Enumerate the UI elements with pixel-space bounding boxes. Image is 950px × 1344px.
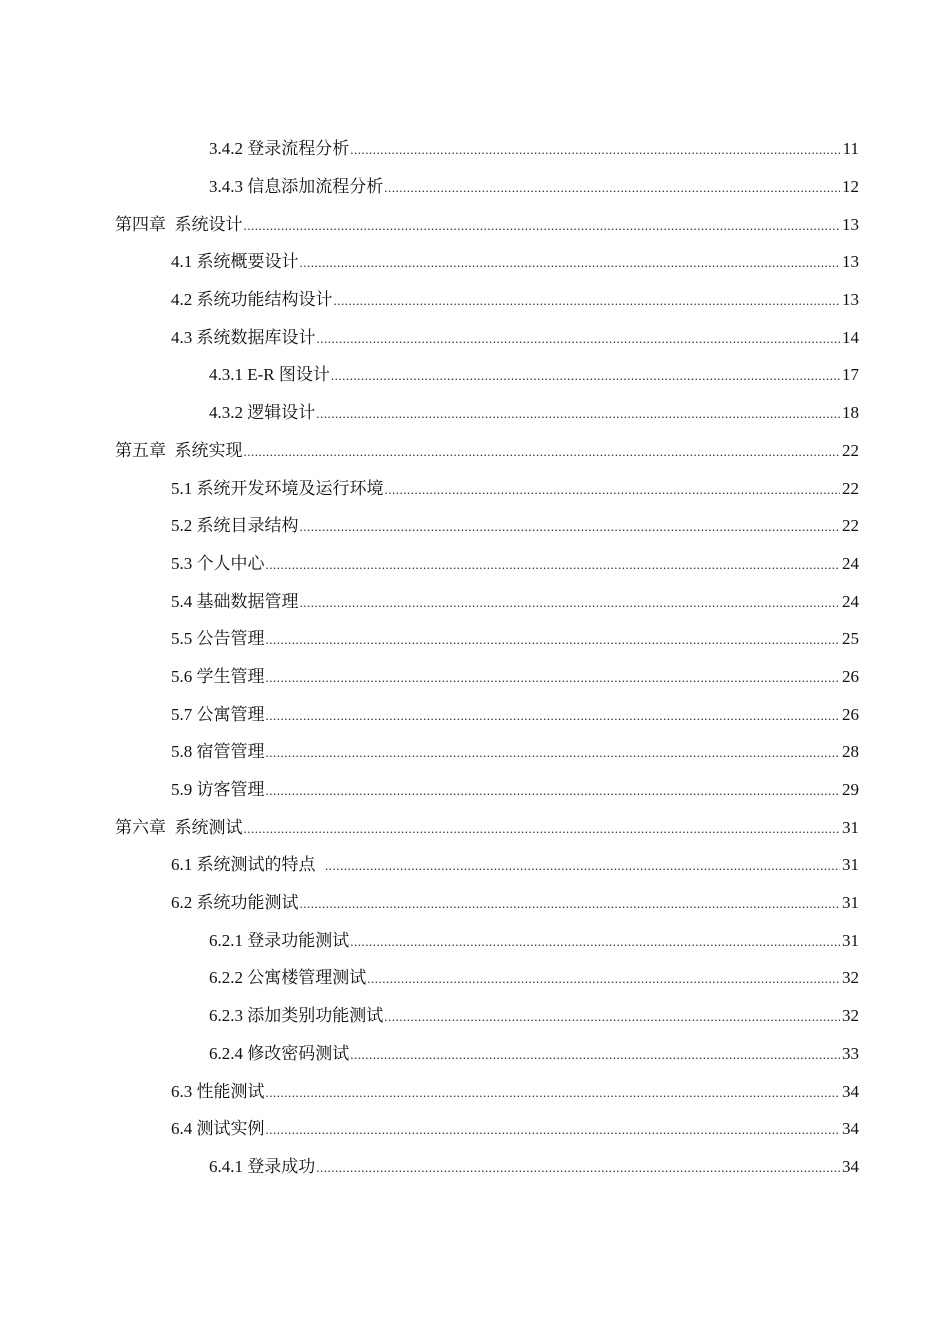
toc-entry[interactable] — [0, 319, 950, 357]
toc-dot-leader — [266, 630, 841, 650]
toc-dot-leader — [331, 366, 840, 386]
toc-entry-page-number: 31 — [842, 893, 859, 913]
toc-entry-title: 6.4.1 登录成功 — [209, 1156, 316, 1176]
toc-dot-leader — [244, 442, 841, 462]
toc-entry-line — [171, 629, 859, 650]
toc-entry-page-number: 31 — [842, 855, 859, 875]
toc-dot-leader — [316, 1158, 840, 1178]
toc-entry[interactable] — [0, 809, 950, 847]
toc-dot-leader — [350, 1045, 840, 1065]
toc-dot-leader — [266, 706, 841, 726]
toc-dot-leader — [367, 969, 840, 989]
toc-entry-title: 6.2.3 添加类别功能测试 — [209, 1006, 384, 1026]
toc-entry-page-number: 24 — [842, 553, 859, 573]
toc-entry-page-number: 24 — [842, 591, 859, 611]
toc-entry-line — [171, 780, 859, 801]
toc-entry[interactable] — [0, 621, 950, 659]
toc-entry-title: 第六章 系统测试 — [115, 817, 243, 837]
toc-dot-leader — [334, 291, 841, 311]
table-of-contents — [0, 131, 950, 1186]
toc-entry-title: 3.4.2 登录流程分析 — [209, 139, 350, 159]
toc-entry-page-number: 33 — [842, 1043, 859, 1063]
toc-dot-leader — [300, 517, 841, 537]
toc-entry[interactable] — [0, 696, 950, 734]
toc-entry-line — [171, 742, 859, 763]
toc-entry-title: 5.4 基础数据管理 — [171, 591, 299, 611]
toc-entry-line — [171, 592, 859, 613]
toc-entry-title: 5.5 公告管理 — [171, 629, 265, 649]
toc-entry[interactable] — [0, 885, 950, 923]
toc-entry-title: 5.1 系统开发环境及运行环境 — [171, 478, 384, 498]
toc-entry-line — [171, 516, 859, 537]
toc-entry-page-number: 12 — [842, 177, 859, 197]
toc-dot-leader — [350, 140, 840, 160]
toc-entry[interactable] — [0, 772, 950, 810]
toc-entry-line — [209, 1006, 859, 1027]
toc-entry[interactable] — [0, 583, 950, 621]
toc-entry[interactable] — [0, 546, 950, 584]
toc-entry-title: 4.3 系统数据库设计 — [171, 327, 316, 347]
toc-entry-title: 6.2.2 公寓楼管理测试 — [209, 968, 367, 988]
toc-dot-leader — [300, 593, 841, 613]
toc-dot-leader — [384, 178, 840, 198]
toc-entry-page-number: 32 — [842, 968, 859, 988]
toc-entry-line — [115, 215, 859, 236]
toc-entry-line — [209, 177, 859, 198]
toc-entry-page-number: 34 — [842, 1081, 859, 1101]
toc-entry[interactable] — [0, 244, 950, 282]
toc-entry[interactable] — [0, 433, 950, 471]
toc-entry-page-number: 18 — [842, 403, 859, 423]
toc-entry-title: 6.2.1 登录功能测试 — [209, 930, 350, 950]
toc-dot-leader — [317, 329, 841, 349]
toc-dot-leader — [385, 480, 841, 500]
toc-entry-page-number: 17 — [842, 365, 859, 385]
toc-entry-line — [209, 365, 859, 386]
toc-entry[interactable] — [0, 470, 950, 508]
toc-entry-line — [209, 403, 859, 424]
toc-dot-leader — [266, 781, 841, 801]
toc-entry[interactable] — [0, 847, 950, 885]
toc-entry-line — [171, 554, 859, 575]
toc-entry-title: 6.3 性能测试 — [171, 1081, 265, 1101]
toc-entry-line — [115, 441, 859, 462]
toc-entry[interactable] — [0, 206, 950, 244]
toc-entry-line — [171, 290, 859, 311]
toc-entry[interactable] — [0, 998, 950, 1036]
toc-entry-page-number: 29 — [842, 780, 859, 800]
toc-dot-leader — [266, 668, 841, 688]
toc-entry[interactable] — [0, 960, 950, 998]
toc-dot-leader — [316, 404, 840, 424]
toc-entry-title: 5.8 宿管管理 — [171, 742, 265, 762]
toc-entry-title: 6.1 系统测试的特点 — [171, 855, 324, 875]
toc-entry-page-number: 11 — [842, 139, 859, 159]
toc-entry-title: 4.2 系统功能结构设计 — [171, 290, 333, 310]
toc-entry-page-number: 26 — [842, 704, 859, 724]
toc-entry-line — [171, 855, 859, 876]
toc-entry-line — [171, 328, 859, 349]
toc-entry-page-number: 31 — [842, 817, 859, 837]
toc-entry-page-number: 34 — [842, 1156, 859, 1176]
toc-entry-page-number: 28 — [842, 742, 859, 762]
toc-entry-title: 4.3.2 逻辑设计 — [209, 403, 316, 423]
toc-entry-title: 5.6 学生管理 — [171, 666, 265, 686]
toc-dot-leader — [244, 819, 841, 839]
toc-entry-line — [209, 1157, 859, 1178]
toc-entry-line — [171, 1082, 859, 1103]
toc-entry-title: 5.9 访客管理 — [171, 780, 265, 800]
toc-entry-page-number: 26 — [842, 666, 859, 686]
toc-entry-line — [171, 1119, 859, 1140]
toc-entry-line — [209, 931, 859, 952]
toc-dot-leader — [266, 555, 841, 575]
toc-entry-title: 3.4.3 信息添加流程分析 — [209, 177, 384, 197]
toc-entry[interactable] — [0, 282, 950, 320]
toc-entry-title: 第四章 系统设计 — [115, 214, 243, 234]
toc-entry-page-number: 32 — [842, 1006, 859, 1026]
toc-entry[interactable] — [0, 659, 950, 697]
toc-entry[interactable] — [0, 1073, 950, 1111]
toc-entry-title: 4.1 系统概要设计 — [171, 252, 299, 272]
toc-dot-leader — [300, 894, 841, 914]
toc-entry-line — [171, 479, 859, 500]
toc-entry-page-number: 22 — [842, 440, 859, 460]
toc-entry-title: 第五章 系统实现 — [115, 440, 243, 460]
toc-entry[interactable] — [0, 1036, 950, 1074]
toc-entry[interactable] — [0, 395, 950, 433]
toc-entry-page-number: 22 — [842, 516, 859, 536]
toc-entry[interactable] — [0, 1149, 950, 1187]
toc-dot-leader — [266, 1120, 841, 1140]
toc-entry[interactable] — [0, 1111, 950, 1149]
toc-entry-page-number: 13 — [842, 214, 859, 234]
toc-entry-line — [115, 818, 859, 839]
toc-entry-line — [209, 968, 859, 989]
toc-entry-page-number: 22 — [842, 478, 859, 498]
toc-entry-page-number: 13 — [842, 290, 859, 310]
toc-entry-page-number: 13 — [842, 252, 859, 272]
toc-entry-title: 6.4 测试实例 — [171, 1119, 265, 1139]
toc-entry-page-number: 31 — [842, 930, 859, 950]
toc-entry-page-number: 34 — [842, 1119, 859, 1139]
toc-entry-title: 5.2 系统目录结构 — [171, 516, 299, 536]
toc-entry-line — [209, 1044, 859, 1065]
toc-entry-page-number: 25 — [842, 629, 859, 649]
toc-entry[interactable] — [0, 922, 950, 960]
toc-entry-title: 4.3.1 E-R 图设计 — [209, 365, 330, 385]
toc-dot-leader — [266, 1083, 841, 1103]
toc-entry[interactable] — [0, 734, 950, 772]
toc-entry-line — [171, 705, 859, 726]
toc-entry-line — [171, 252, 859, 273]
toc-entry-page-number: 14 — [842, 327, 859, 347]
toc-entry-line — [209, 139, 859, 160]
toc-dot-leader — [384, 1007, 840, 1027]
toc-entry[interactable] — [0, 508, 950, 546]
toc-dot-leader — [350, 932, 840, 952]
toc-entry-title: 6.2 系统功能测试 — [171, 893, 299, 913]
toc-entry-line — [171, 893, 859, 914]
toc-dot-leader — [266, 743, 841, 763]
toc-entry-title: 6.2.4 修改密码测试 — [209, 1043, 350, 1063]
toc-entry-line — [171, 667, 859, 688]
toc-entry[interactable] — [0, 357, 950, 395]
toc-entry-title: 5.3 个人中心 — [171, 553, 265, 573]
toc-entry[interactable] — [0, 131, 950, 169]
toc-dot-leader — [325, 856, 840, 876]
toc-entry[interactable] — [0, 169, 950, 207]
toc-dot-leader — [300, 253, 841, 273]
toc-dot-leader — [244, 216, 841, 236]
toc-entry-title: 5.7 公寓管理 — [171, 704, 265, 724]
